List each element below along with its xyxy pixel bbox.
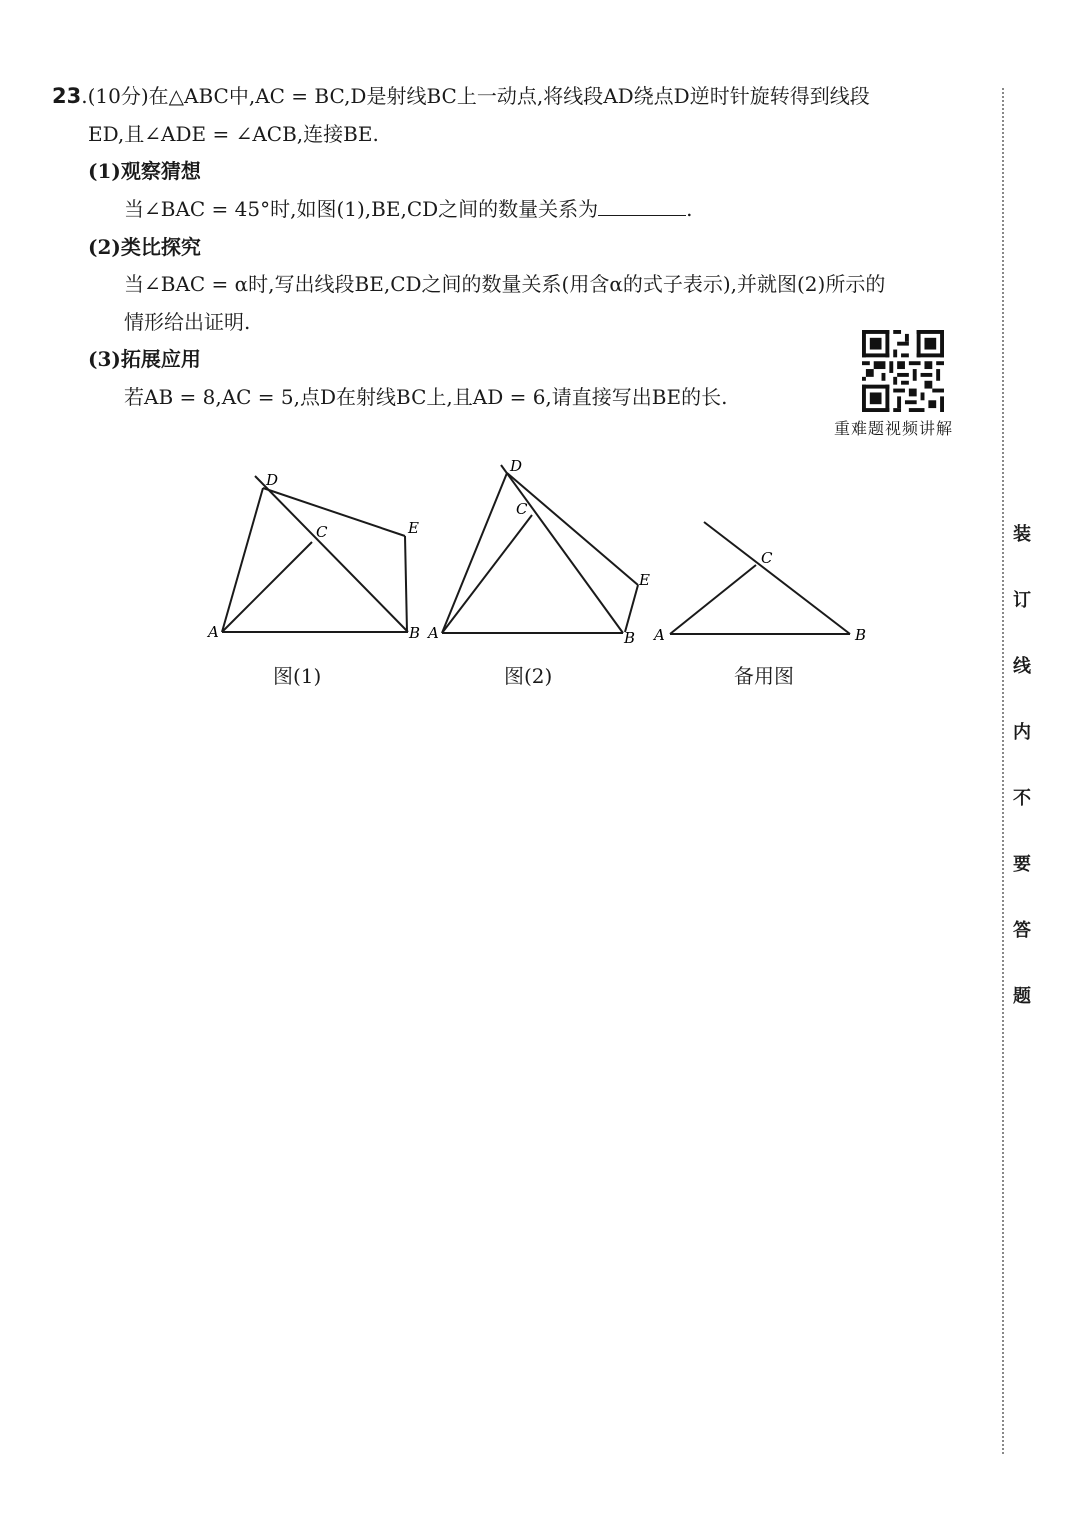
binding-char: 要: [1013, 854, 1031, 875]
fig2-segment-ac: [442, 515, 532, 633]
figure-3-spare: [650, 510, 875, 650]
binding-notice: [1010, 520, 1034, 1048]
part1-end: .: [686, 197, 693, 221]
fig1-label-e: E: [408, 519, 419, 537]
fig2-label-b: B: [624, 629, 636, 647]
part3-text: 若AB = 8,AC = 5,点D在射线BC上,且AD = 6,请直接写出BE的长.: [124, 385, 728, 409]
fig1-segment-eb: [405, 536, 407, 632]
fig3-label-a: A: [654, 626, 665, 644]
fig1-label-c: C: [316, 523, 328, 541]
fig1-line-bd: [255, 476, 408, 632]
question-number: 23: [52, 84, 82, 108]
fig3-label-b: B: [855, 626, 867, 644]
question-stem-1: .(10分)在△ABC中,AC = BC,D是射线BC上一动点,将线段AD绕点D逆时针旋转得到线段: [81, 84, 870, 108]
fig2-line-bd: [501, 465, 623, 633]
binding-char: 装: [1013, 524, 1031, 545]
fig2-label-d: D: [510, 457, 523, 475]
fig2-label-e: E: [639, 571, 650, 589]
fig1-segment-de: [263, 488, 405, 536]
part2-text-2: 情形给出证明.: [124, 310, 251, 334]
figure-1: [200, 460, 430, 650]
qr-caption: 重难题视频讲解: [834, 419, 954, 438]
fig1-label-a: A: [208, 623, 219, 641]
answer-blank[interactable]: [598, 195, 686, 216]
part3-title: (3)拓展应用: [88, 347, 201, 371]
fig2-segment-ad: [442, 473, 507, 633]
part1-title: (1)观察猜想: [88, 159, 201, 183]
binding-char: 题: [1013, 986, 1031, 1007]
fig2-label-a: A: [428, 624, 439, 642]
binding-char: 不: [1013, 788, 1031, 809]
part1-text: 当∠BAC = 45°时,如图(1),BE,CD之间的数量关系为: [124, 197, 599, 221]
binding-char: 内: [1013, 722, 1031, 743]
fig2-label-c: C: [516, 500, 528, 518]
fig2-caption: 图(2): [504, 664, 553, 688]
fig3-caption: 备用图: [734, 664, 794, 688]
fig3-line-bc: [704, 522, 850, 634]
question-line-2: ED,且∠ADE = ∠ACB,连接BE.: [88, 122, 379, 146]
binding-char: 答: [1013, 920, 1031, 941]
fig3-segment-ac: [670, 565, 756, 634]
figure-2: [425, 455, 660, 655]
part2-title: (2)类比探究: [88, 235, 201, 259]
fig2-segment-eb: [625, 585, 638, 632]
binding-char: 线: [1013, 656, 1031, 677]
binding-line: [1002, 88, 1004, 1454]
qr-code-icon[interactable]: [862, 330, 944, 412]
fig1-label-b: B: [409, 624, 421, 642]
question-line-1: [52, 82, 870, 110]
part1-line: [124, 195, 693, 223]
binding-char: 订: [1013, 590, 1031, 611]
fig1-label-d: D: [266, 471, 279, 489]
fig2-segment-de: [507, 473, 638, 585]
fig1-caption: 图(1): [273, 664, 322, 688]
part2-text-1: 当∠BAC = α时,写出线段BE,CD之间的数量关系(用含α的式子表示),并就图(2)所示的: [124, 272, 886, 296]
fig3-label-c: C: [761, 549, 773, 567]
